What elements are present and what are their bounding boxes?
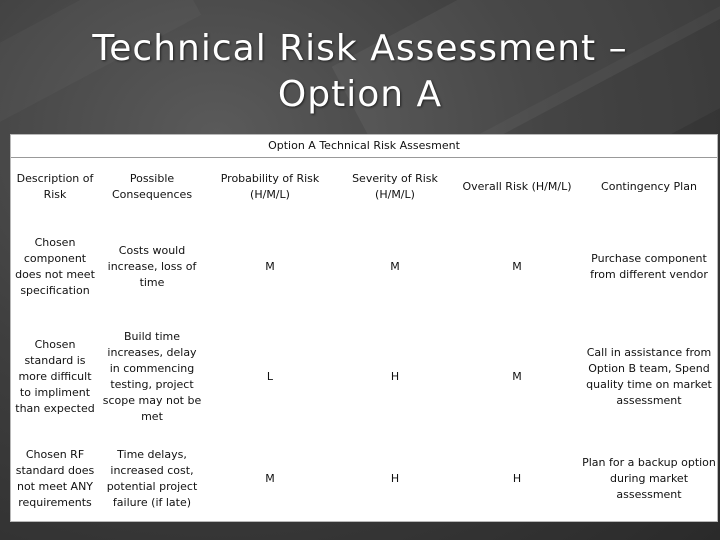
column-header-overall: Overall Risk (H/M/L)	[462, 180, 572, 193]
column-header-description: Description of Risk	[16, 172, 94, 201]
slide-title	[0, 26, 720, 118]
cell-contingency: Purchase component from different vendor	[590, 252, 708, 281]
cell-severity: H	[390, 370, 400, 383]
cell-consequences: Costs would increase, loss of time	[107, 244, 197, 289]
cell-severity: H	[390, 472, 400, 485]
slide-title-line-2: Option A	[277, 74, 443, 115]
table-row	[11, 217, 719, 317]
cell-consequences: Build time increases, delay in commencing testing, project scope may not be met	[102, 330, 202, 423]
cell-description: Chosen standard is more difficult to impliment than expected	[15, 338, 95, 415]
table-row	[11, 437, 719, 521]
cell-severity: M	[390, 260, 400, 273]
column-header-contingency: Contingency Plan	[601, 180, 697, 193]
table-row	[11, 317, 719, 437]
column-header-probability: Probability of Risk (H/M/L)	[220, 172, 320, 201]
risk-table	[11, 157, 719, 521]
cell-overall: M	[512, 260, 522, 273]
slide-title-line-1: Technical Risk Assessment –	[92, 28, 628, 69]
cell-description: Chosen component does not meet specification	[15, 236, 95, 297]
cell-consequences: Time delays, increased cost, potential project failure (if late)	[106, 448, 198, 509]
table-caption: Option A Technical Risk Assesment	[268, 139, 460, 152]
column-header-consequences: Possible Consequences	[111, 172, 193, 201]
cell-contingency: Call in assistance from Option B team, Spend quality time on market assessment	[586, 346, 712, 407]
cell-overall: H	[512, 472, 522, 485]
cell-overall: M	[512, 370, 522, 383]
risk-table-panel	[10, 134, 718, 522]
column-header-severity: Severity of Risk (H/M/L)	[352, 172, 438, 201]
table-header-row	[11, 157, 719, 217]
cell-probability: M	[265, 472, 275, 485]
cell-description: Chosen RF standard does not meet ANY requirements	[15, 448, 95, 509]
cell-probability: L	[266, 370, 274, 383]
caption-divider	[11, 157, 717, 158]
cell-probability: M	[265, 260, 275, 273]
cell-contingency: Plan for a backup option during market assessment	[582, 456, 716, 501]
